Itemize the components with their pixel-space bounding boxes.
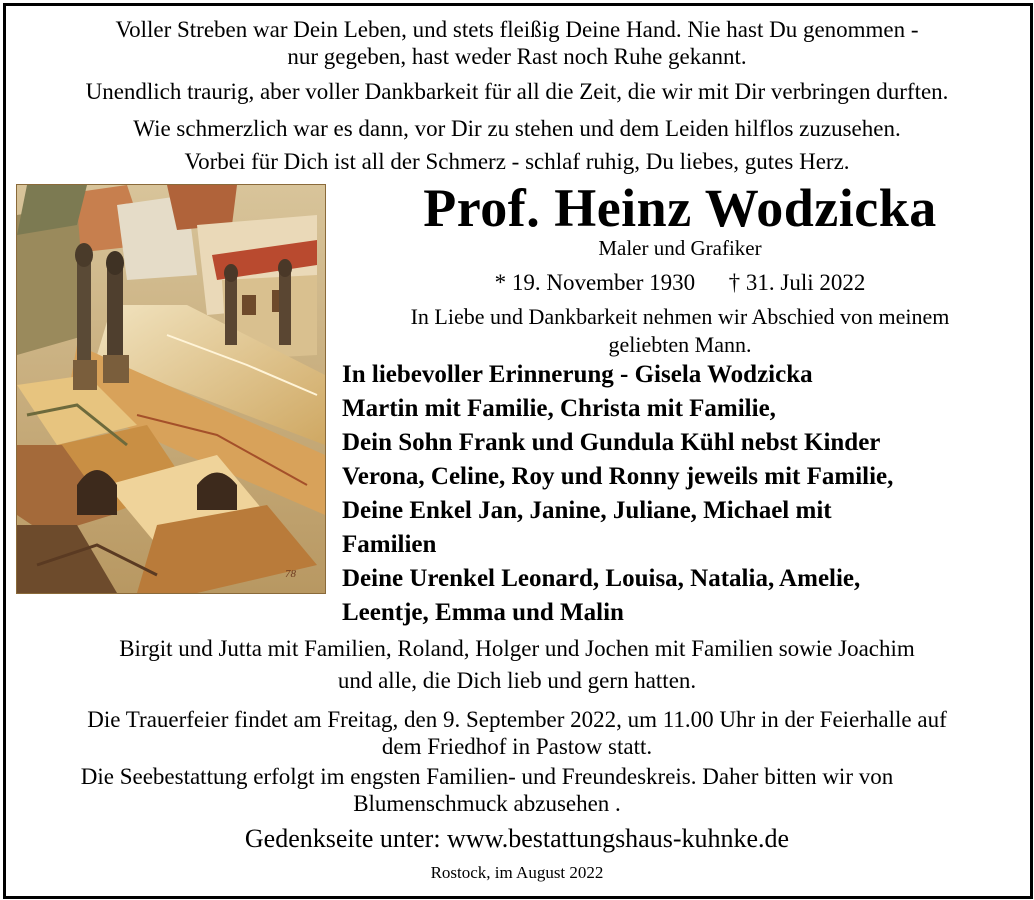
mourner-line: Verona, Celine, Roy und Ronny jeweils mit Familie,	[342, 463, 894, 490]
burial-line-1: Die Seebestattung erfolgt im engsten Familien- und Freundeskreis. Daher bitten wir von	[80, 764, 894, 789]
painting-signature: 78	[285, 568, 296, 580]
place-and-date: Rostock, im August 2022	[430, 863, 604, 882]
deceased-profession: Maler und Grafiker	[598, 236, 762, 260]
mourner-line: Martin mit Familie, Christa mit Familie,	[342, 395, 776, 422]
funeral-line-1: Die Trauerfeier findet am Freitag, den 9. September 2022, um 11.00 Uhr in der Feierhalle auf	[87, 707, 947, 732]
bridge-painting	[16, 184, 326, 594]
death-date: † 31. Juli 2022	[728, 270, 866, 295]
memorial-page-link[interactable]: Gedenkseite unter: www.bestattungshaus-kuhnke.de	[244, 824, 790, 853]
mourner-line: In liebevoller Erinnerung - Gisela Wodzicka	[342, 361, 813, 388]
poem-line-4: Wie schmerzlich war es dann, vor Dir zu stehen und dem Leiden hilflos zuzusehen.	[133, 116, 901, 141]
farewell-line-1: In Liebe und Dankbarkeit nehmen wir Abschied von meinem	[410, 304, 950, 329]
farewell-line-2: geliebten Mann.	[608, 332, 752, 357]
mourner-line: Dein Sohn Frank und Gundula Kühl nebst Kinder	[342, 429, 881, 456]
others-line-2: und alle, die Dich lieb und gern hatten.	[337, 668, 697, 693]
others-line-1: Birgit und Jutta mit Familien, Roland, Holger und Jochen mit Familien sowie Joachim	[119, 636, 915, 661]
birth-date: * 19. November 1930	[494, 270, 696, 295]
mourner-line: Deine Enkel Jan, Janine, Juliane, Michael mit	[342, 497, 832, 524]
deceased-name: Prof. Heinz Wodzicka	[423, 178, 937, 238]
poem-line-2: nur gegeben, hast weder Rast noch Ruhe gekannt.	[287, 44, 747, 69]
burial-line-2: Blumenschmuck abzusehen .	[353, 791, 621, 816]
mourner-line: Familien	[342, 531, 437, 558]
mourner-line: Leentje, Emma und Malin	[342, 599, 624, 626]
mourner-line: Deine Urenkel Leonard, Louisa, Natalia, Amelie,	[342, 565, 861, 592]
funeral-line-2: dem Friedhof in Pastow statt.	[381, 734, 653, 759]
poem-line-5: Vorbei für Dich ist all der Schmerz - schlaf ruhig, Du liebes, gutes Herz.	[184, 149, 850, 174]
mourners-list	[342, 358, 1022, 630]
poem-line-1: Voller Streben war Dein Leben, und stets fleißig Deine Hand. Nie hast Du genommen -	[115, 17, 919, 42]
life-dates	[330, 270, 1030, 296]
poem-line-3: Unendlich traurig, aber voller Dankbarkeit für all die Zeit, die wir mit Dir verbringen durften.	[85, 79, 949, 104]
